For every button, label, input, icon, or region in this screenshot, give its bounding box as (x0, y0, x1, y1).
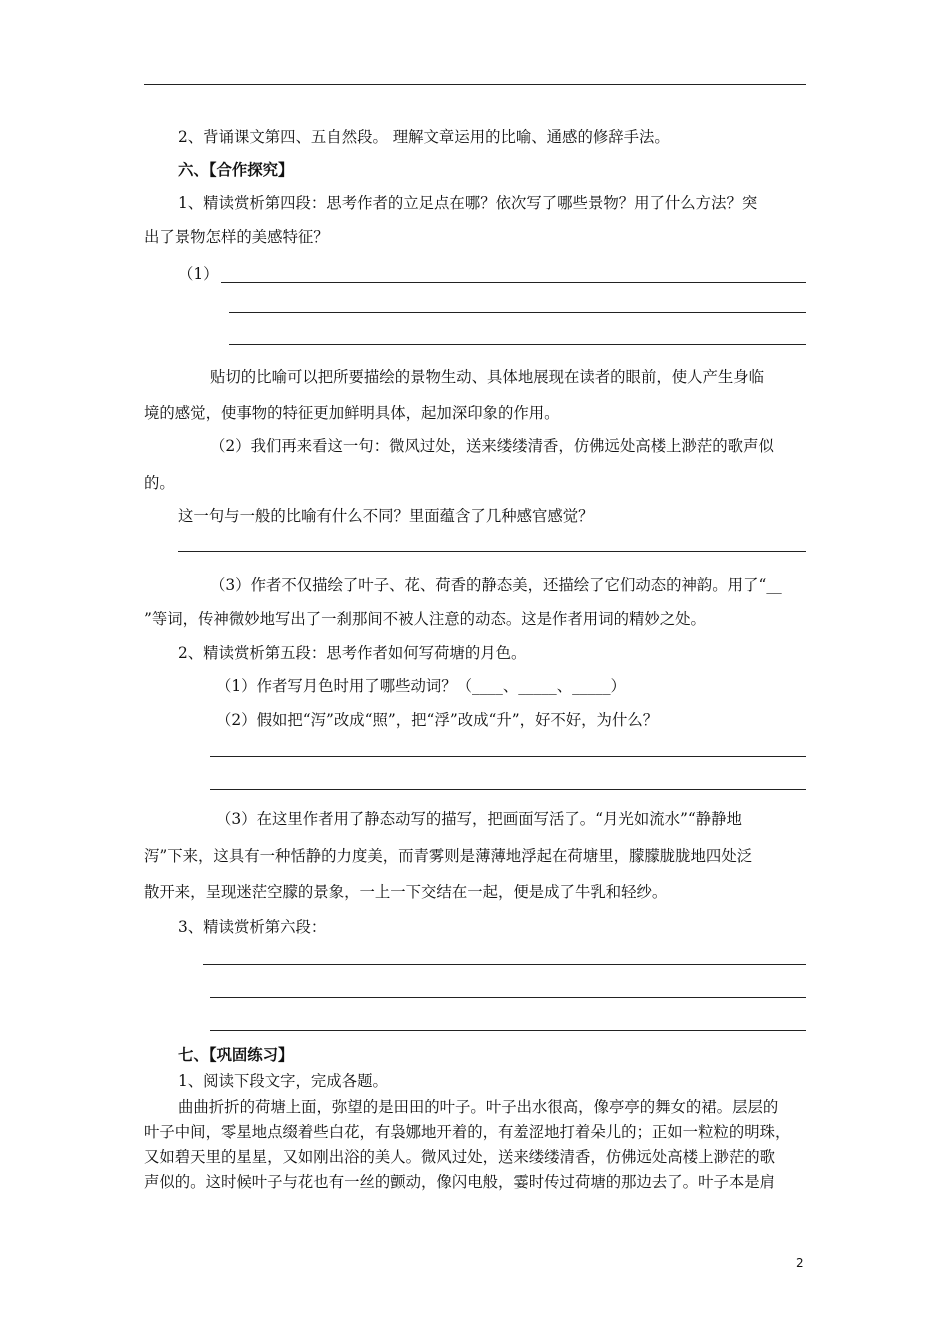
reading-passage-line-2: 叶子中间，零星地点缀着些白花，有袅娜地开着的，有羞涩地打着朵儿的；正如一粒粒的明珠， (144, 1123, 791, 1141)
task-recite-line: 2、背诵课文第四、五自然段。 理解文章运用的比喻、通感的修辞手法。 (178, 128, 670, 146)
question-3-heading: 3、精读赏析第六段： (178, 918, 327, 936)
section-heading-cooperative-inquiry: 六、【合作探究】 (178, 161, 294, 179)
question-2-part-1: （1）作者写月色时用了哪些动词？（____、_____、_____） (216, 677, 626, 695)
page-number: 2 (796, 1256, 804, 1270)
answer-line[interactable] (178, 551, 806, 552)
question-1-line-1: 1、精读赏析第四段：思考作者的立足点在哪？依次写了哪些景物？用了什么方法？突 (178, 194, 758, 212)
sentence-3-line-2: ”等词，传神微妙地写出了一刹那间不被人注意的动态。这是作者用词的精妙之处。 (144, 610, 706, 628)
answer-line[interactable] (210, 1030, 806, 1031)
sentence-2-line-2: 的。 (144, 474, 175, 492)
synesthesia-question: 这一句与一般的比喻有什么不同？里面蕴含了几种感官感觉？ (178, 507, 594, 525)
question-2-part-2: （2）假如把“泻”改成“照”，把“浮”改成“升”，好不好，为什么？ (216, 711, 659, 729)
answer-line[interactable] (210, 756, 806, 757)
question-2-part-3-line-1: （3）在这里作者用了静态动写的描写，把画面写活了。“月光如流水”“静静地 (216, 810, 742, 828)
metaphor-paragraph-line-2: 境的感觉，使事物的特征更加鲜明具体，起加深印象的作用。 (144, 404, 560, 422)
reading-passage-line-3: 又如碧天里的星星，又如刚出浴的美人。微风过处，送来缕缕清香，仿佛远处高楼上渺茫的歌 (144, 1148, 776, 1166)
metaphor-paragraph-line-1: 贴切的比喻可以把所要描绘的景物生动、具体地展现在读者的眼前，使人产生身临 (210, 368, 765, 386)
question-2-part-3-line-3: 散开来，呈现迷茫空朦的景象，一上一下交结在一起，便是成了牛乳和轻纱。 (144, 883, 668, 901)
answer-line[interactable] (221, 282, 806, 283)
answer-line[interactable] (229, 312, 806, 313)
header-rule (144, 84, 806, 85)
sentence-3-line-1: （3）作者不仅描绘了叶子、花、荷香的静态美，还描绘了它们动态的神韵。用了“__ (210, 576, 782, 594)
answer-line[interactable] (203, 964, 806, 965)
answer-line[interactable] (210, 789, 806, 790)
answer-line[interactable] (210, 997, 806, 998)
sentence-2-line-1: （2）我们再来看这一句：微风过处，送来缕缕清香，仿佛远处高楼上渺茫的歌声似 (210, 437, 774, 455)
reading-passage-line-1: 曲曲折折的荷塘上面，弥望的是田田的叶子。叶子出水很高，像亭亭的舞女的裙。层层的 (178, 1098, 779, 1116)
question-1-line-2: 出了景物怎样的美感特征？ (144, 228, 329, 246)
section-heading-consolidation-practice: 七、【巩固练习】 (178, 1046, 294, 1064)
question-2-heading: 2、精读赏析第五段：思考作者如何写荷塘的月色。 (178, 644, 527, 662)
exercise-1-instruction: 1、阅读下段文字，完成各题。 (178, 1072, 388, 1090)
answer-line[interactable] (229, 344, 806, 345)
answer-label-1: （1） (178, 265, 219, 283)
question-2-part-3-line-2: 泻”下来，这具有一种恬静的力度美，而青雾则是薄薄地浮起在荷塘里，朦朦胧胧地四处泛 (144, 847, 753, 865)
reading-passage-line-4: 声似的。这时候叶子与花也有一丝的颤动，像闪电般，霎时传过荷塘的那边去了。叶子本是肩 (144, 1173, 776, 1191)
